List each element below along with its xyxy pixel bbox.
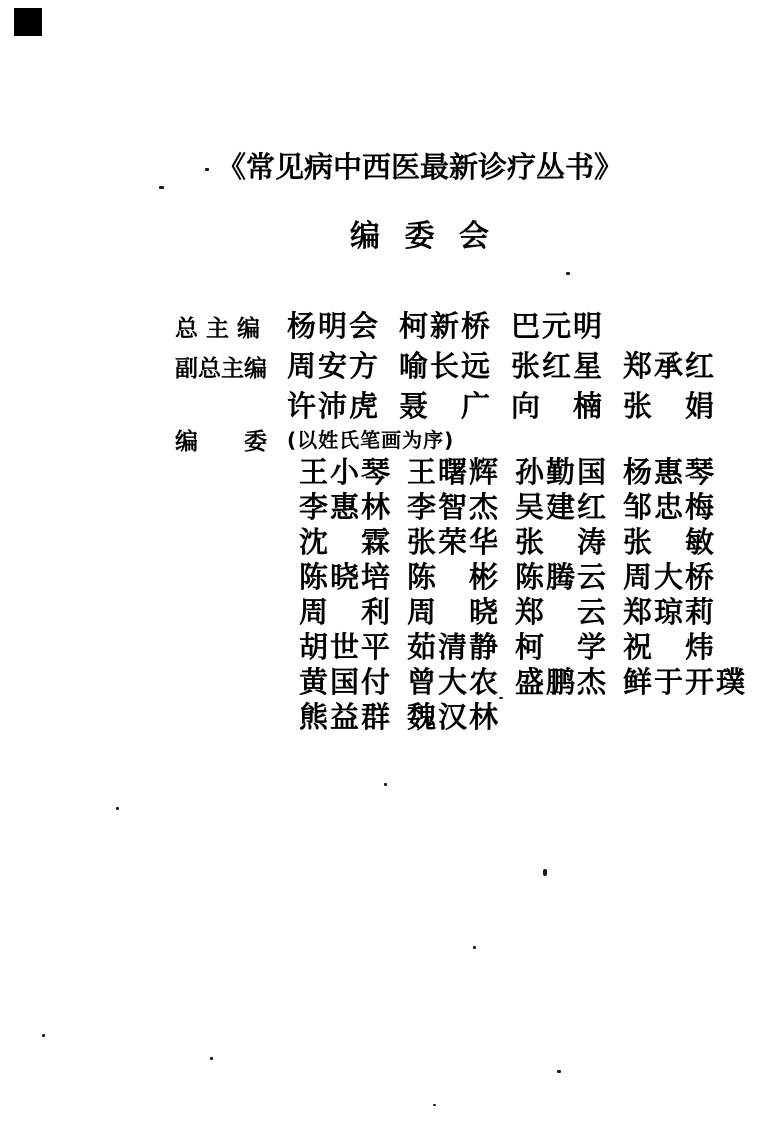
scan-noise-dot [473,946,476,949]
scan-noise-dot [205,168,209,171]
member-row [299,561,731,598]
editor-name: 周安方 [287,349,381,383]
member-row [299,596,731,633]
member-row [299,456,731,493]
member-name: 曾大农 [407,665,501,699]
scan-noise-dot [42,1034,45,1037]
scan-noise-dot [566,272,570,275]
series-title: 《常见病中西医最新诊疗丛书》 [217,150,624,184]
scan-noise-dot [210,1057,213,1060]
committee-title: 编 委 会 [350,219,489,254]
scan-noise-dot [384,783,387,786]
member-name: 陈腾云 [515,560,609,594]
editor-row-deputy-cont [175,390,735,427]
editor-name: 聂 广 [399,389,493,423]
scan-noise-dot [116,807,119,810]
editor-row-chief [175,310,623,347]
member-name: 盛鹏杰 [515,665,609,699]
member-name: 孙勤国 [515,455,609,489]
member-name: 王小琴 [299,455,393,489]
editor-name: 郑承红 [623,349,717,383]
scan-noise-dot [543,869,547,876]
scan-noise-dot [433,1104,436,1106]
member-name: 邹忠梅 [623,490,717,524]
member-name: 魏汉林 [407,700,501,734]
scan-noise-dot [557,1070,561,1073]
member-name: 沈 霖 [299,525,393,559]
member-name: 茹清静 [407,630,501,664]
member-name: 柯 学 [515,630,609,664]
committee-order-note: (以姓氏笔画为序) [287,428,455,452]
editor-name: 张红星 [511,349,605,383]
editor-role-label: 总 主 编 [175,316,261,342]
member-name: 祝 炜 [623,630,717,664]
editor-name: 柯新桥 [399,309,493,343]
member-name: 郑琼莉 [623,595,717,629]
member-name: 周 晓 [407,595,501,629]
editor-name: 张 娟 [623,389,717,423]
scan-artifact-square [14,8,42,36]
member-name: 鲜于开璞 [623,665,748,699]
scan-noise-dot [159,186,164,189]
editor-name: 杨明会 [287,309,381,343]
member-name: 黄国付 [299,665,393,699]
member-row [299,526,731,563]
member-name: 郑 云 [515,595,609,629]
member-name: 李惠林 [299,490,393,524]
member-name: 张 涛 [515,525,609,559]
member-row [299,665,748,703]
member-name: 李智杰 [407,490,501,524]
member-row [299,491,731,528]
editor-role-label: 副总主编 [175,356,267,382]
editor-name: 许沛虎 [287,389,381,423]
member-name: 熊益群 [299,700,393,734]
member-name: 陈 彬 [407,560,501,594]
member-row [299,701,515,738]
editor-name: 向 楠 [511,389,605,423]
member-name: 杨惠琴 [623,455,717,489]
member-name: 吴建红 [515,490,609,524]
member-name: 胡世平 [299,630,393,664]
member-name: 周大桥 [623,560,717,594]
editor-name: 喻长远 [399,349,493,383]
editor-name: 巴元明 [511,309,605,343]
editor-role-label: 编 委 [175,429,267,455]
member-name: 陈晓培 [299,560,393,594]
member-name: 周 利 [299,595,393,629]
member-name: 王曙辉 [407,455,501,489]
member-name: 张 敏 [623,525,717,559]
member-row [299,631,731,668]
editor-row-deputy [175,350,735,387]
member-name: 张荣华 [407,525,501,559]
